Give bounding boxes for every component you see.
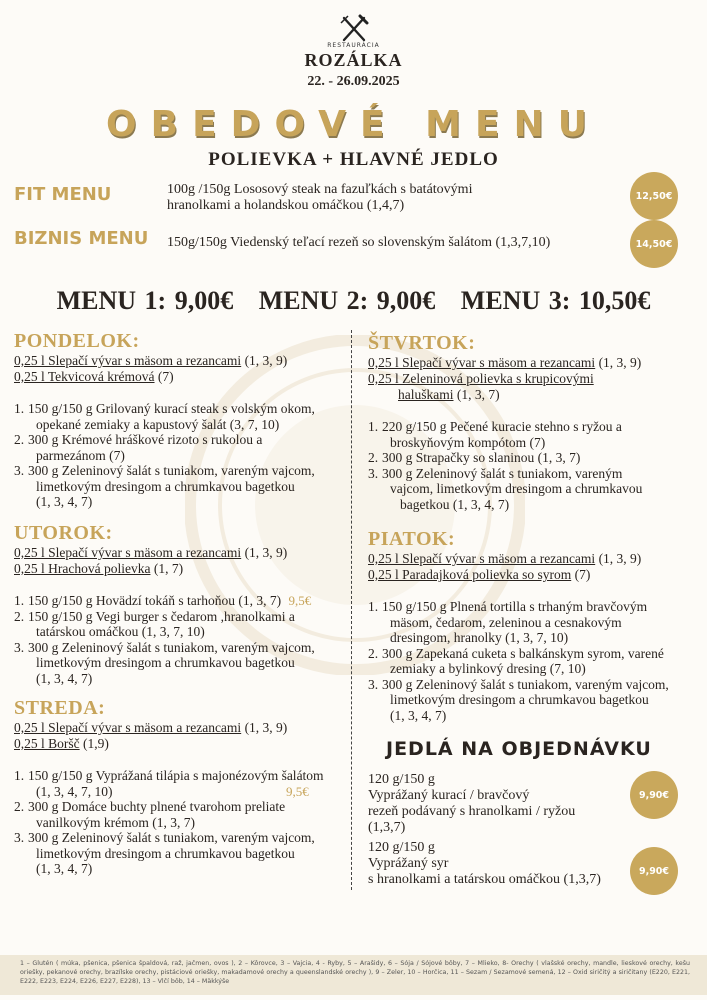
dish-3 xyxy=(14,830,344,877)
biznis-menu-price-badge: 14,50€ xyxy=(630,220,678,268)
soup-list xyxy=(368,355,698,403)
dish-list xyxy=(14,593,344,686)
dish-number: 3. xyxy=(14,639,25,655)
on-order-price-badge-1: 9,90€ xyxy=(630,771,678,819)
dish-line: 150 g/150 g Vegi burger s čedarom ,hranolkami a xyxy=(28,608,295,624)
soup-list xyxy=(14,720,344,752)
dish-line: 150 g/150 g Vyprážaná tilápia s majonézovým šalátom xyxy=(28,768,324,783)
dish-list xyxy=(14,768,344,877)
dish-number: 3. xyxy=(368,676,379,692)
dish-number: 3. xyxy=(368,465,379,481)
on-order-line: Vyprážaný kurací / bravčový xyxy=(368,788,530,803)
dish-line: dresingom, hranolky (1, 3, 7, 10) xyxy=(390,630,569,645)
fit-menu-line: hranolkami a holandskou omáčkou (1,4,7) xyxy=(167,198,405,213)
day-thursday xyxy=(368,332,698,512)
day-title: ŠTVRTOK: xyxy=(368,332,476,354)
day-friday xyxy=(368,528,698,723)
dish-line: (1, 3, 4, 7) xyxy=(36,494,93,509)
dish-number: 3. xyxy=(14,463,25,478)
dish-1 xyxy=(14,593,344,609)
dish-number: 1. xyxy=(14,593,25,608)
dish-line: 300 g Domáce buchty plnené tvarohom preliate xyxy=(28,799,286,814)
dish-line: tatárskou omáčkou (1, 3, 7, 10) xyxy=(36,624,205,639)
on-order-line: rezeň podávaný s hranolkami / ryžou xyxy=(368,804,576,819)
day-tuesday xyxy=(14,522,344,686)
day-title: PIATOK: xyxy=(368,528,456,550)
dish-number: 2. xyxy=(368,645,379,661)
dish-line: (1, 3, 4, 7, 10) xyxy=(36,783,113,799)
dish-3 xyxy=(368,677,698,724)
soup-1-allergens: (1, 3, 9) xyxy=(595,551,642,566)
soup-2-allergens: (7) xyxy=(154,369,174,384)
dish-number: 1. xyxy=(14,768,25,783)
dish-line: mäsom, čedarom, zeleninou a cesnakovým xyxy=(390,614,622,630)
column-divider xyxy=(351,330,352,890)
fit-menu-label: FIT MENU xyxy=(14,184,112,205)
soup-2: 0,25 l Hrachová polievka xyxy=(14,561,151,576)
soup-1-allergens: (1, 3, 9) xyxy=(241,353,288,368)
soup-2-allergens: (1,9) xyxy=(79,736,109,751)
dish-line: limetkovým dresingom a chrumkavou bagetkou xyxy=(36,655,295,670)
soup-1: 0,25 l Slepačí vývar s mäsom a rezancami xyxy=(368,355,596,370)
soup-1: 0,25 l Slepačí vývar s mäsom a rezancami xyxy=(14,545,242,560)
on-order-line: (1,3,7) xyxy=(368,820,406,835)
dish-number: 1. xyxy=(14,401,25,416)
soup-list xyxy=(14,545,344,577)
dish-2 xyxy=(14,609,344,640)
soup-2-allergens: (7) xyxy=(571,567,591,582)
soup-1-allergens: (1, 3, 9) xyxy=(241,720,288,735)
dish-line: zemiaky a bylinkový dresing (7, 10) xyxy=(390,661,586,676)
dish-line: 150 g/150 g Grilovaný kurací steak s volským okom, xyxy=(28,401,315,416)
on-order-price-badge-2: 9,90€ xyxy=(630,847,678,895)
on-order-line: 120 g/150 g xyxy=(368,772,435,787)
dish-line: 300 g Zeleninový šalát s tuniakom, vareným vajcom, xyxy=(28,463,315,478)
dish-line: limetkovým dresingom a chrumkavou bagetkou xyxy=(36,845,295,861)
dish-number: 1. xyxy=(368,599,379,614)
dish-line: 300 g Zeleninový šalát s tuniakom, vareným xyxy=(382,465,623,481)
day-title: PONDELOK: xyxy=(14,330,140,352)
dish-1 xyxy=(14,768,344,799)
day-monday xyxy=(14,330,344,510)
day-title: STREDA: xyxy=(14,697,106,719)
fit-menu-desc xyxy=(167,182,472,214)
biznis-menu-desc: 150g/150g Viedenský teľací rezeň so slovenským šalátom (1,3,7,10) xyxy=(167,235,551,250)
dish-3 xyxy=(14,463,344,510)
soup-1: 0,25 l Slepačí vývar s mäsom a rezancami xyxy=(14,720,242,735)
dish-line: (1, 3, 4, 7) xyxy=(36,861,93,876)
soup-2-allergens: (1, 3, 7) xyxy=(453,387,500,402)
dish-3 xyxy=(368,466,698,513)
soup-list xyxy=(14,353,344,385)
dish-line: 300 g Zapekaná cuketa s balkánskym syrom, varené xyxy=(382,645,664,661)
dish-list xyxy=(14,401,344,510)
dish-2 xyxy=(368,646,698,677)
restaurant-small-label: RESTAURÁCIA xyxy=(327,42,380,49)
page-subtitle: POLIEVKA + HLAVNÉ JEDLO xyxy=(208,149,499,170)
dish-price: 9,5€ xyxy=(288,593,312,608)
page-title: OBEDOVÉ MENU xyxy=(106,104,601,145)
soup-list xyxy=(368,551,698,583)
dish-3 xyxy=(14,640,344,687)
on-order-line: 120 g/150 g xyxy=(368,840,435,855)
dish-line: vanilkovým krémom (1, 3, 7) xyxy=(36,814,195,830)
allergen-list: 1 – Glutén ( múka, pšenica, pšenica špaldová, raž, jačmen, ovos ), 2 – Kôrovce, 3 – Vajcia, 4 - Ryby, 5 – Arašidy, 6 – Sója / Sójové bôby, 7 – Mlieko, 8- Orechy ( vlašské orechy, mandle, lieskové orechy, kešu oriešky, pekanové orechy, brazílske orechy, pistáciové oriešky, makadamové orechy a queenslandské orechy ), 9 – Zeler, 10 – Horčica, 11 – Sezam / Sezamové semená, 12 – Oxid siričitý a siričitany (E220, E221, E222, E223, E224, E226, E227, E228), 13 – Vlčí bôb, 14 – Mäkkýše xyxy=(20,960,690,985)
dish-number: 2. xyxy=(368,450,379,465)
fork-knife-icon xyxy=(339,14,369,44)
menu-prices: MENU 1: 9,00€ MENU 2: 9,00€ MENU 3: 10,50€ xyxy=(56,286,651,315)
week-date-range: 22. - 26.09.2025 xyxy=(307,74,400,89)
dish-price: 9,5€ xyxy=(286,783,309,799)
dish-number: 2. xyxy=(14,608,25,624)
soup-2: 0,25 l Paradajková polievka so syrom xyxy=(368,567,572,582)
dish-number: 3. xyxy=(14,830,25,845)
dish-2 xyxy=(368,450,698,466)
dish-line: broskyňovým kompótom (7) xyxy=(390,434,546,450)
dish-line: 300 g Zeleninový šalát s tuniakom, vareným vajcom, xyxy=(382,676,669,692)
dish-line: 300 g Zeleninový šalát s tuniakom, vareným vajcom, xyxy=(28,830,315,845)
on-order-line: Vyprážaný syr xyxy=(368,856,449,871)
soup-2-cont: haluškami xyxy=(398,387,454,402)
on-order-item-1 xyxy=(368,772,575,836)
soup-2: 0,25 l Zeleninová polievka s krupicovými xyxy=(368,371,594,386)
on-order-line: s hranolkami a tatárskou omáčkou (1,3,7) xyxy=(368,872,601,887)
dish-line: 300 g Krémové hráškové rizoto s rukolou a xyxy=(28,432,263,447)
on-order-item-2 xyxy=(368,840,601,888)
dish-list xyxy=(368,419,698,512)
soup-1-allergens: (1, 3, 9) xyxy=(241,545,288,560)
dish-line: vajcom, limetkovým dresingom a chrumkavou xyxy=(390,481,643,496)
dish-2 xyxy=(14,432,344,463)
dish-number: 2. xyxy=(14,799,25,814)
dish-line: (1, 3, 4, 7) xyxy=(390,707,447,723)
soup-1: 0,25 l Slepačí vývar s mäsom a rezancami xyxy=(368,551,596,566)
soup-2: 0,25 l Tekvicová krémová xyxy=(14,369,155,384)
biznis-menu-label: BIZNIS MENU xyxy=(14,228,149,249)
fit-menu-line: 100g /150g Lososový steak na fazuľkách s batátovými xyxy=(167,182,473,197)
dish-number: 1. xyxy=(368,419,379,434)
dish-line: 150 g/150 g Hovädzí tokáň s tarhoňou (1, 3, 7) xyxy=(28,593,282,608)
dish-line: 220 g/150 g Pečené kuracie stehno s ryžou a xyxy=(382,419,622,434)
dish-number: 2. xyxy=(14,432,25,447)
on-order-title: JEDLÁ NA OBJEDNÁVKU xyxy=(386,738,652,760)
dish-line: limetkovým dresingom a chrumkavou bagetkou xyxy=(390,692,649,707)
dish-line: 300 g Strapačky so slaninou (1, 3, 7) xyxy=(382,450,581,465)
restaurant-name: ROZÁLKA xyxy=(304,50,403,70)
dish-line: 300 g Zeleninový šalát s tuniakom, vareným vajcom, xyxy=(28,639,315,655)
dish-line: 150 g/150 g Plnená tortilla s trhaným bravčovým xyxy=(382,599,648,614)
day-wednesday xyxy=(14,697,344,877)
dish-2 xyxy=(14,799,344,830)
dish-1 xyxy=(368,599,698,646)
day-title: UTOROK: xyxy=(14,522,113,544)
dish-list xyxy=(368,599,698,723)
dish-1 xyxy=(368,419,698,450)
dish-line: (1, 3, 4, 7) xyxy=(36,670,93,686)
dish-line: bagetkou (1, 3, 4, 7) xyxy=(400,496,510,512)
dish-1 xyxy=(14,401,344,432)
soup-1-allergens: (1, 3, 9) xyxy=(595,355,642,370)
soup-2: 0,25 l Boršč xyxy=(14,736,80,751)
fit-menu-price-badge: 12,50€ xyxy=(630,172,678,220)
dish-line: parmezánom (7) xyxy=(36,447,125,463)
soup-1: 0,25 l Slepačí vývar s mäsom a rezancami xyxy=(14,353,242,368)
soup-2-allergens: (1, 7) xyxy=(150,561,184,576)
dish-line: opekané zemiaky a kapustový šalát (3, 7, 10) xyxy=(36,416,280,432)
dish-line: limetkovým dresingom a chrumkavou bagetkou xyxy=(36,478,295,494)
